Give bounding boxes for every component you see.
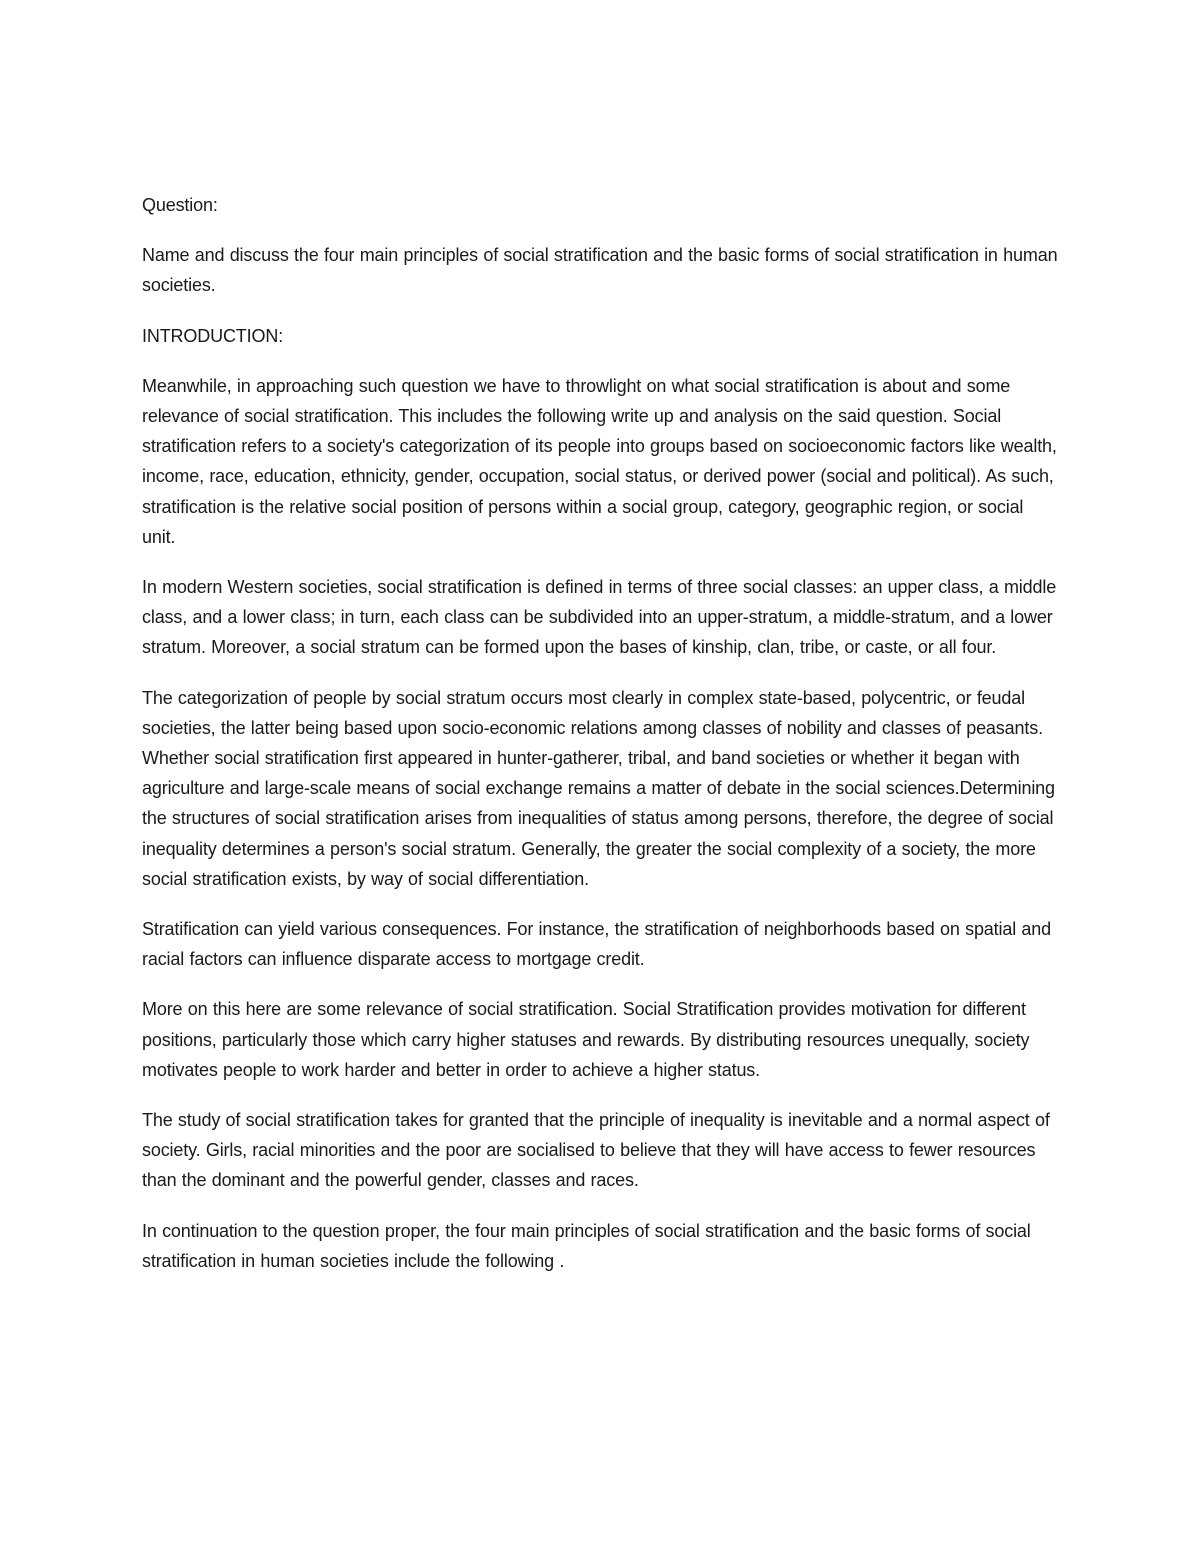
paragraph: In continuation to the question proper, the four main principles of social stratification and the basic forms of social stratification in human societies include the following .: [142, 1220, 1031, 1271]
introduction-heading: INTRODUCTION:: [142, 325, 284, 346]
paragraph: Stratification can yield various consequences. For instance, the stratification of neighborhoods based on spatial and racial factors can influence disparate access to mortgage credit.: [142, 919, 1052, 970]
question-label: Question:: [142, 195, 218, 215]
paragraph: The categorization of people by social stratum occurs most clearly in complex state-based, polycentric, or feudal societies, the latter being based upon socio-economic relations among classes of nobility and classes of peasants. Whether social stratification first appeared in hunter-gatherer, tribal, and band societies or whether it began with agriculture and large-scale means of social exchange remains a matter of debate in the social sciences.Determining the structures of social stratification arises from inequalities of status among persons, therefore, the degree of social inequality determines a person's social stratum. Generally, the greater the social complexity of a society, the more social stratification exists, by way of social differentiation.: [142, 687, 1055, 889]
paragraph: The study of social stratification takes for granted that the principle of inequality is inevitable and a normal aspect of society. Girls, racial minorities and the poor are socialised to believe that they will have access to fewer resources than the dominant and the powerful gender, classes and races.: [142, 1110, 1050, 1191]
paragraph: Meanwhile, in approaching such question we have to throwlight on what social stratification is about and some relevance of social stratification. This includes the following write up and analysis on the said question. Social stratification refers to a society's categorization of its people into groups based on socioeconomic factors like wealth, income, race, education, ethnicity, gender, occupation, social status, or derived power (social and political). As such, stratification is the relative social position of persons within a social group, category, geographic region, or social unit.: [142, 375, 1057, 547]
paragraph: In modern Western societies, social stratification is defined in terms of three social classes: an upper class, a middle class, and a lower class; in turn, each class can be subdivided into an upper-stratum, a middle-stratum, and a lower stratum. Moreover, a social stratum can be formed upon the bases of kinship, clan, tribe, or caste, or all four.: [142, 577, 1057, 658]
document-body: [142, 190, 1060, 1296]
question-text: Name and discuss the four main principles of social stratification and the basic forms of social stratification in human societies.: [142, 245, 1058, 296]
paragraph: More on this here are some relevance of social stratification. Social Stratification provides motivation for different positions, particularly those which carry higher statuses and rewards. By distributing resources unequally, society motivates people to work harder and better in order to achieve a higher status.: [142, 999, 1030, 1080]
